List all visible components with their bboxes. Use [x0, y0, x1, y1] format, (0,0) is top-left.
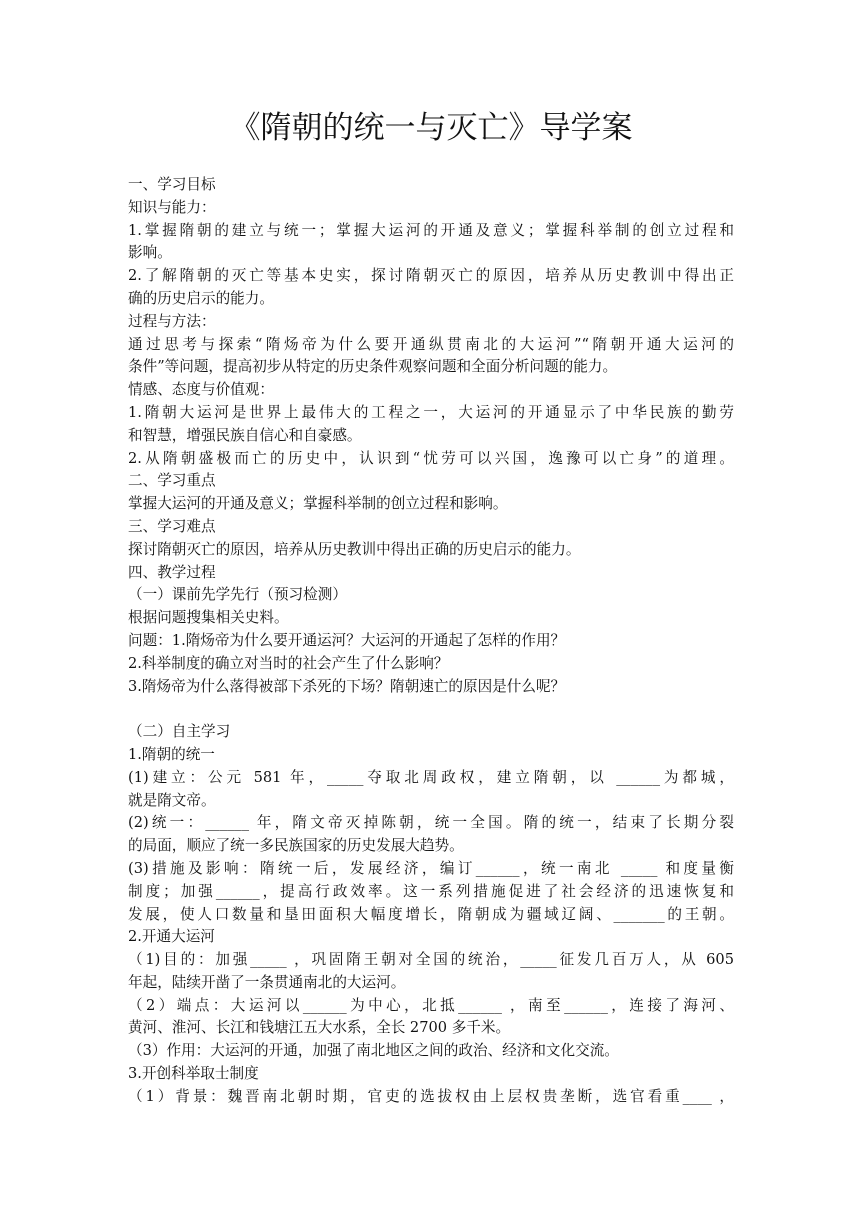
text-line: 问题：1.隋炀帝为什么要开通运河？大运河的开通起了怎样的作用？ [128, 631, 566, 649]
text-line: 2.开通大运河 [128, 928, 215, 946]
text-line: 三、学习难点 [128, 517, 216, 535]
text-line: 一、学习目标 [128, 176, 216, 193]
text-line: 的局面，顺应了统一多民族国家的历史发展大趋势。 [128, 837, 464, 855]
text-line: 年起，陆续开凿了一条贯通南北的大运河。 [128, 973, 406, 991]
text-line: 2.从隋朝盛极而亡的历史中，认识到“忧劳可以兴国，逸豫可以亡身”的道理。 [128, 449, 734, 467]
text-line: 2.科举制度的确立对当时的社会产生了什么影响？ [128, 654, 449, 672]
document-body [128, 174, 734, 1109]
text-line: 和智慧，增强民族自信心和自豪感。 [128, 426, 362, 444]
text-line: （3）作用：大运河的开通，加强了南北地区之间的政治、经济和文化交流。 [128, 1042, 619, 1060]
text-line: 四、教学过程 [128, 563, 216, 581]
text-line: 掌握大运河的开通及意义；掌握科举制的创立过程和影响。 [128, 495, 508, 513]
text-line: （一）课前先学先行（预习检测） [128, 586, 347, 604]
text-line: （1)目的：加强_____ ，巩固隋王朝对全国的统治，_____征发几百万人，从 605 [128, 951, 734, 969]
text-line: 就是隋文帝。 [128, 791, 216, 809]
text-line: 3.开创科举取士制度 [128, 1065, 259, 1083]
text-line: 1.掌握隋朝的建立与统一；掌握大运河的开通及意义；掌握科举制的创立过程和 [128, 221, 734, 239]
text-line: （二）自主学习 [128, 723, 231, 741]
text-line: 情感、态度与价值观： [128, 381, 274, 399]
text-line: （2）端点：大运河以______为中心，北抵______ ，南至______，连接了海河、 [128, 996, 734, 1014]
text-line: 探讨隋朝灭亡的原因，培养从历史教训中得出正确的历史启示的能力。 [128, 540, 581, 558]
text-line: 影响。 [128, 244, 172, 262]
text-line: 2.了解隋朝的灭亡等基本史实，探讨隋朝灭亡的原因，培养从历史教训中得出正 [128, 267, 734, 285]
document-title: 《隋朝的统一与灭亡》导学案 [229, 110, 633, 146]
text-line: （1）背景：魏晋南北朝时期，官吏的选拔权由上层权贵垄断，选官看重____ ， [128, 1087, 734, 1105]
text-line: 条件”等问题，提高初步从特定的历史条件观察问题和全面分析问题的能力。 [128, 358, 618, 376]
text-line: (3)措施及影响：隋统一后，发展经济，编订______，统一南北 _____ 和度量衡 [128, 859, 734, 877]
text-line: 黄河、淮河、长江和钱塘江五大水系，全长 2700 多千米。 [128, 1019, 511, 1037]
text-line: 发展，使人口数量和垦田面积大幅度增长，隋朝成为疆域辽阔、_______的王朝。 [128, 905, 734, 923]
text-line: 通过思考与探索“隋炀帝为什么要开通纵贯南北的大运河”“隋朝开通大运河的 [128, 335, 734, 353]
text-line: 1.隋朝大运河是世界上最伟大的工程之一，大运河的开通显示了中华民族的勤劳 [128, 403, 734, 421]
text-line: 根据问题搜集相关史料。 [128, 609, 289, 627]
text-line: 二、学习重点 [128, 472, 216, 490]
text-line: 知识与能力： [128, 198, 216, 216]
text-line: 过程与方法： [128, 312, 216, 330]
text-line: 1.隋朝的统一 [128, 745, 215, 763]
text-line: (1)建立：公元 581 年，_____夺取北周政权，建立隋朝，以 ______为都城， [128, 768, 734, 786]
blank-line [128, 698, 734, 721]
text-line: 确的历史启示的能力。 [128, 289, 274, 307]
text-line: 3.隋炀帝为什么落得被部下杀死的下场？隋朝速亡的原因是什么呢？ [128, 677, 566, 695]
text-line: 制度；加强______，提高行政效率。这一系列措施促进了社会经济的迅速恢复和 [128, 882, 734, 900]
text-line: (2)统一：______ 年，隋文帝灭掉陈朝，统一全国。隋的统一，结束了长期分裂 [128, 814, 734, 832]
